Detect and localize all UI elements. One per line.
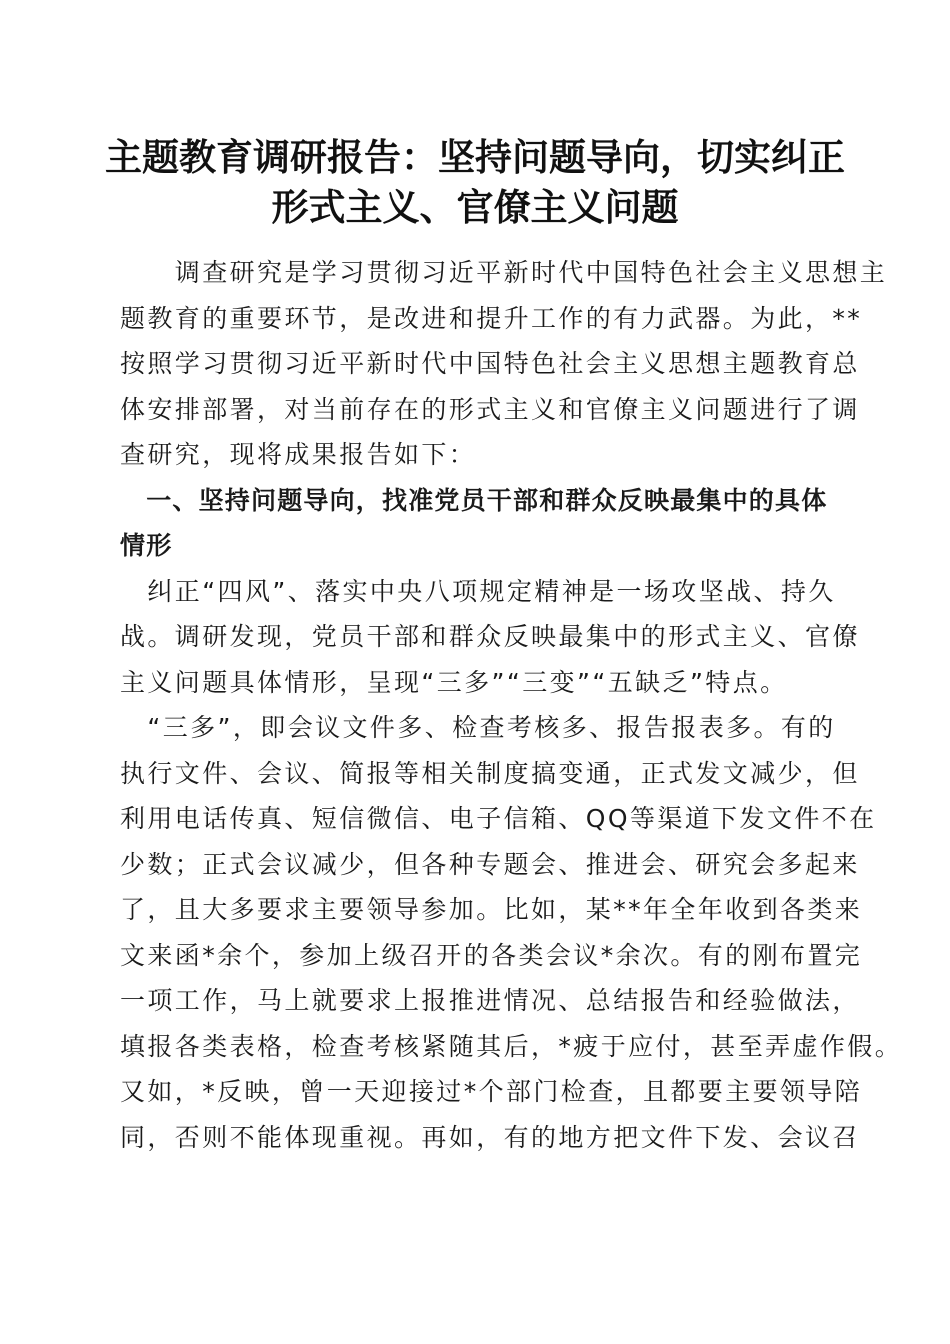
heading-line: 一、坚持问题导向，找准党员干部和群众反映最集中的具体 xyxy=(120,485,828,515)
title-line-2: 形式主义、官僚主义问题 xyxy=(271,185,679,229)
text-line: 查研究，现将成果报告如下： xyxy=(120,440,477,469)
text-line: 执行文件、会议、简报等相关制度搞变通，正式发文减少，但 xyxy=(120,758,860,788)
text-line: 同，否则不能体现重视。再如，有的地方把文件下发、会议召 xyxy=(120,1122,860,1152)
text-line: 战。调研发现，党员干部和群众反映最集中的形式主义、官僚 xyxy=(120,622,860,651)
section-1-paragraph-1 xyxy=(120,569,860,706)
text-line: 体安排部署，对当前存在的形式主义和官僚主义问题进行了调 xyxy=(120,394,860,424)
text-line: 调查研究是学习贯彻习近平新时代中国特色社会主义思想主 xyxy=(120,258,888,287)
section-1-paragraph-2 xyxy=(120,705,903,1160)
heading-line: 情形 xyxy=(120,531,173,560)
text-line: 文来函*余个，参加上级召开的各类会议*余次。有的刚布置完 xyxy=(120,940,863,970)
text-line: 了，且大多要求主要领导参加。比如，某**年全年收到各类来 xyxy=(120,895,863,924)
section-1-heading xyxy=(120,478,835,569)
text-line: 题教育的重要环节，是改进和提升工作的有力武器。为此，** xyxy=(120,303,863,333)
document-body xyxy=(120,250,903,1160)
text-line: 按照学习贯彻习近平新时代中国特色社会主义思想主题教育总 xyxy=(120,349,860,378)
text-line: 填报各类表格，检查考核紧随其后，*疲于应付，甚至弄虚作假。 xyxy=(120,1031,903,1061)
text-line: 纠正“四风”、落实中央八项规定精神是一场攻坚战、持久 xyxy=(120,576,836,606)
text-line: 又如，*反映，曾一天迎接过*个部门检查，且都要主要领导陪 xyxy=(120,1077,863,1106)
text-line: 少数；正式会议减少，但各种专题会、推进会、研究会多起来 xyxy=(120,849,860,879)
intro-paragraph xyxy=(120,250,888,478)
text-line: “三多”，即会议文件多、检查考核多、报告报表多。有的 xyxy=(120,713,836,742)
text-line: 一项工作，马上就要求上报推进情况、总结报告和经验做法， xyxy=(120,986,860,1015)
text-line: 主义问题具体情形，呈现“三多”“三变”“五缺乏”特点。 xyxy=(120,667,788,697)
document-title xyxy=(0,132,950,232)
title-line-1: 主题教育调研报告：坚持问题导向，切实纠正 xyxy=(105,135,845,179)
text-line: 利用电话传真、短信微信、电子信箱、QQ等渠道下发文件不在 xyxy=(120,804,877,833)
